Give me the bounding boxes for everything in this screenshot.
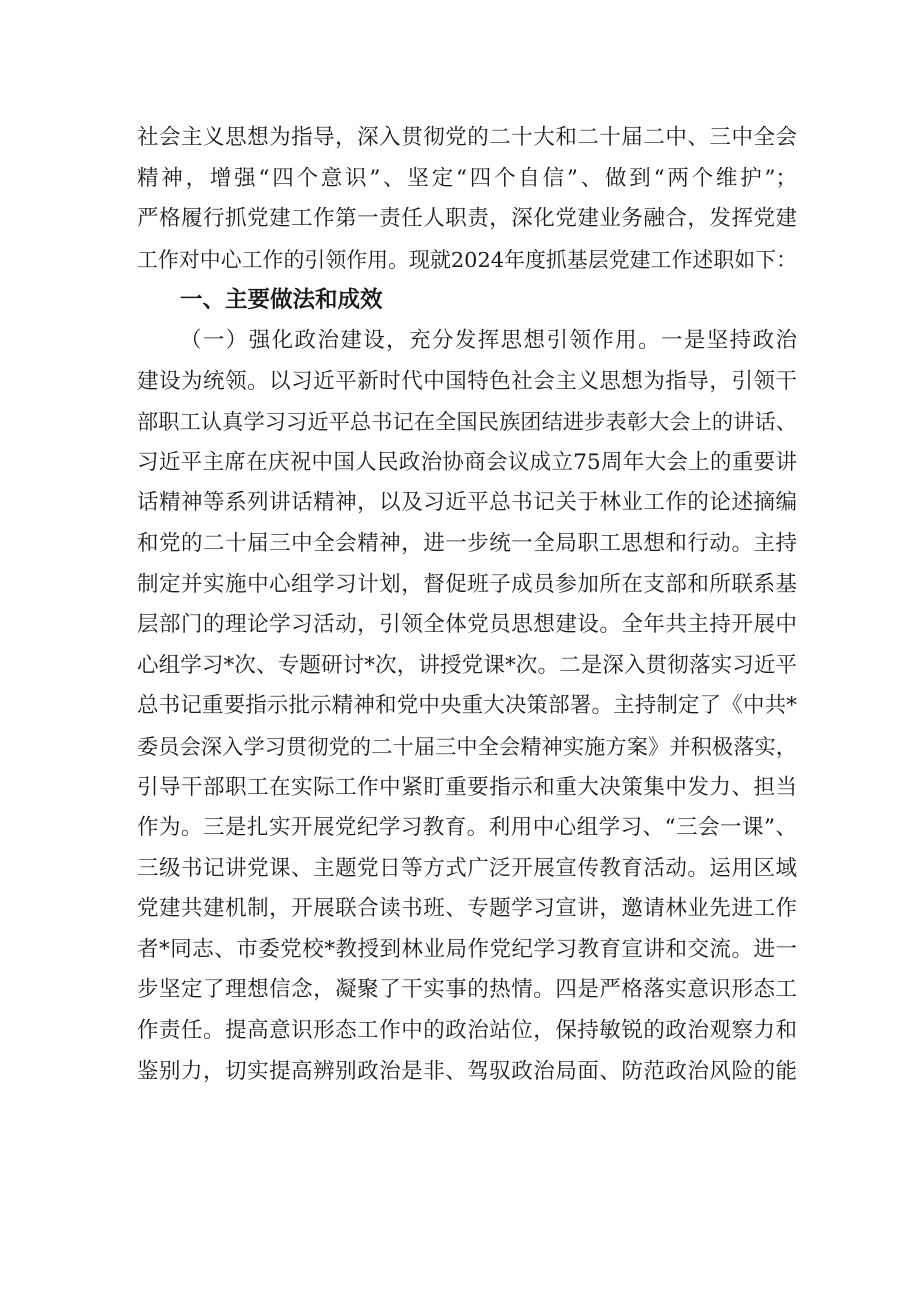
text-line: 引导干部职工在实际工作中紧盯重要指示和重大决策集中发力、担当 xyxy=(137,774,797,800)
text-line: 心组学习*次、专题研讨*次，讲授党课*次。二是深入贯彻落实习近平 xyxy=(137,652,797,678)
paragraph-first-line: （一）强化政治建设，充分发挥思想引领作用。一是坚持政治 xyxy=(180,327,797,353)
text-line: 作责任。提高意识形态工作中的政治站位，保持敏锐的政治观察力和 xyxy=(137,1018,797,1044)
text-line: 委员会深入学习贯彻党的二十届三中全会精神实施方案》并积极落实， xyxy=(137,733,797,759)
text-line: 和党的二十届三中全会精神，进一步统一全局职工思想和行动。主持 xyxy=(137,530,797,556)
text-line: 作为。三是扎实开展党纪学习教育。利用中心组学习、“三会一课”、 xyxy=(137,815,797,841)
text-line: 党建共建机制，开展联合读书班、专题学习宣讲，邀请林业先进工作 xyxy=(137,896,797,922)
text-line: 层部门的理论学习活动，引领全体党员思想建设。全年共主持开展中 xyxy=(137,612,797,638)
text-line: 习近平主席在庆祝中国人民政治协商会议成立75周年大会上的重要讲 xyxy=(137,449,797,475)
text-line: 三级书记讲党课、主题党日等方式广泛开展宣传教育活动。运用区域 xyxy=(137,855,797,881)
text-line: 步坚定了理想信念，凝聚了干实事的热情。四是严格落实意识形态工 xyxy=(137,977,797,1003)
text-line: 严格履行抓党建工作第一责任人职责，深化党建业务融合，发挥党建 xyxy=(137,206,797,232)
text-line: 制定并实施中心组学习计划，督促班子成员参加所在支部和所联系基 xyxy=(137,571,797,597)
text-line: 部职工认真学习习近平总书记在全国民族团结进步表彰大会上的讲话、 xyxy=(137,409,797,435)
text-line: 鉴别力，切实提高辨别政治是非、驾驭政治局面、防范政治风险的能 xyxy=(137,1058,797,1084)
text-line: 者*同志、市委党校*教授到林业局作党纪学习教育宣讲和交流。进一 xyxy=(137,936,797,962)
text-line: 建设为统领。以习近平新时代中国特色社会主义思想为指导，引领干 xyxy=(137,368,797,394)
text-line: 社会主义思想为指导，深入贯彻党的二十大和二十届二中、三中全会 xyxy=(137,125,797,150)
text-line: 总书记重要指示批示精神和党中央重大决策部署。主持制定了《中共* xyxy=(137,693,797,719)
text-line: 话精神等系列讲话精神，以及习近平总书记关于林业工作的论述摘编 xyxy=(137,490,797,516)
text-line: 工作对中心工作的引领作用。现就2024年度抓基层党建工作述职如下： xyxy=(137,247,797,272)
section-heading: 一、主要做法和成效 xyxy=(180,287,383,314)
document-body xyxy=(137,118,797,1092)
text-line: 精神，增强“四个意识”、坚定“四个自信”、做到“两个维护”； xyxy=(137,165,797,191)
